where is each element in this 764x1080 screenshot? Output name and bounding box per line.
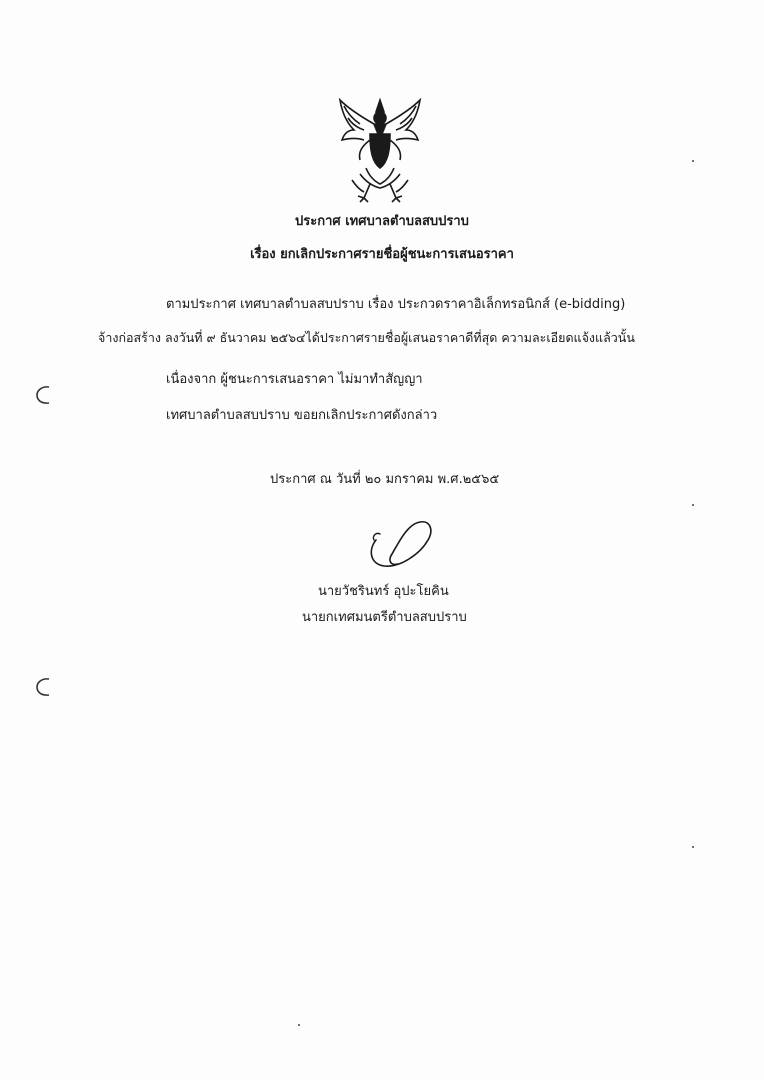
announcement-heading: ประกาศ เทศบาลตำบลสบปราบ: [295, 214, 469, 229]
scan-speck: [692, 160, 694, 162]
signer-title: นายกเทศมนตรีตำบลสบปราบ: [302, 610, 467, 625]
garuda-emblem-icon: [330, 94, 430, 204]
announcement-date: ประกาศ ณ วันที่ ๒๐ มกราคม พ.ศ.๒๕๖๕: [270, 472, 500, 487]
scan-speck: [692, 846, 694, 848]
body-paragraph-1-line-1: ตามประกาศ เทศบาลตำบลสบปราบ เรื่อง ประกวดราคาอิเล็กทรอนิกส์ (e-bidding): [166, 297, 626, 312]
announcement-subject: เรื่อง ยกเลิกประกาศรายชื่อผู้ชนะการเสนอราคา: [250, 247, 514, 262]
punch-hole-icon: [34, 384, 52, 406]
punch-hole-icon: [34, 676, 52, 698]
body-paragraph-3: เทศบาลตำบลสบปราบ ขอยกเลิกประกาศดังกล่าว: [166, 408, 438, 423]
scan-speck: [298, 1024, 300, 1026]
scan-speck: [692, 504, 694, 506]
body-paragraph-2: เนื่องจาก ผู้ชนะการเสนอราคา ไม่มาทำสัญญา: [166, 372, 423, 387]
signature-icon: [362, 510, 442, 574]
body-paragraph-1-line-2: จ้างก่อสร้าง ลงวันที่ ๙ ธันวาคม ๒๕๖๔ได้ประกาศรายชื่อผู้เสนอราคาดีที่สุด ความละเอียดแจ้งแล้วนั้น: [98, 330, 635, 345]
signer-name: นายวัชรินทร์ อุปะโยคิน: [318, 584, 449, 599]
